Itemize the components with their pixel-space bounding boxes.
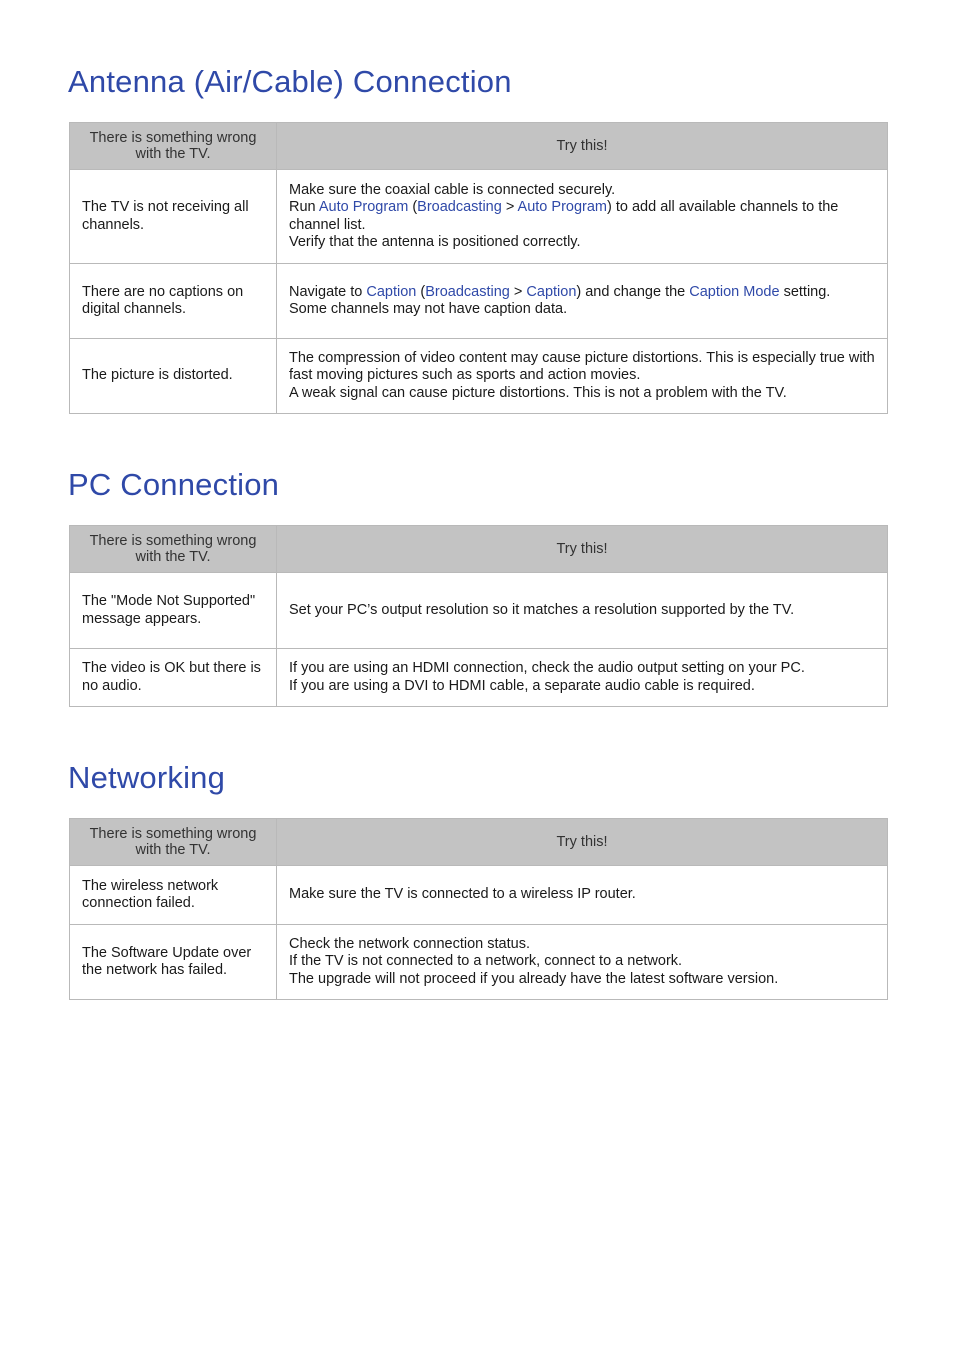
solution-cell bbox=[277, 339, 888, 414]
section-title-antenna: Antenna (Air/Cable) Connection bbox=[68, 64, 512, 99]
table-header-row bbox=[70, 526, 888, 573]
problem-cell: There are no captions on digital channels. bbox=[70, 264, 277, 339]
menu-term: Caption bbox=[526, 283, 577, 300]
solution-cell bbox=[277, 925, 888, 1000]
problem-cell: The "Mode Not Supported" message appears. bbox=[70, 573, 277, 649]
troubleshooting-table-pc bbox=[69, 525, 888, 707]
solution-line: The compression of video content may cause picture distortions. This is especially true with fast moving pictures such as sports and action movies. bbox=[289, 349, 875, 384]
header-solution: Try this! bbox=[277, 526, 888, 573]
troubleshooting-table-antenna bbox=[69, 122, 888, 414]
solution-line: Make sure the TV is connected to a wireless IP router. bbox=[289, 886, 636, 903]
solution-line: A weak signal can cause picture distortions. This is not a problem with the TV. bbox=[289, 384, 787, 401]
table-row bbox=[70, 866, 888, 925]
section-title-pc: PC Connection bbox=[68, 467, 280, 502]
problem-cell: The TV is not receiving all channels. bbox=[70, 170, 277, 264]
table-header-row bbox=[70, 819, 888, 866]
solution-line: If you are using an HDMI connection, check the audio output setting on your PC. bbox=[289, 660, 805, 676]
header-problem: There is something wrong with the TV. bbox=[70, 123, 277, 170]
solution-line: Some channels may not have caption data. bbox=[289, 301, 568, 317]
solution-cell bbox=[277, 170, 888, 264]
solution-line: The upgrade will not proceed if you already have the latest software version. bbox=[289, 970, 779, 987]
problem-cell: The video is OK but there is no audio. bbox=[70, 649, 277, 707]
menu-term: Caption bbox=[366, 283, 417, 300]
table-row bbox=[70, 339, 888, 414]
menu-term: Broadcasting bbox=[425, 283, 510, 300]
problem-cell: The Software Update over the network has failed. bbox=[70, 925, 277, 1000]
solution-line: Verify that the antenna is positioned correctly. bbox=[289, 234, 581, 250]
menu-term: Auto Program bbox=[318, 199, 409, 215]
header-problem: There is something wrong with the TV. bbox=[70, 819, 277, 866]
solution-line: Make sure the coaxial cable is connected securely. bbox=[289, 181, 616, 198]
table-row bbox=[70, 925, 888, 1000]
menu-term: Auto Program bbox=[517, 199, 608, 215]
solution-line: If the TV is not connected to a network, connect to a network. bbox=[289, 953, 683, 970]
table-row bbox=[70, 264, 888, 339]
solution-line: If you are using a DVI to HDMI cable, a separate audio cable is required. bbox=[289, 677, 755, 694]
header-solution: Try this! bbox=[277, 819, 888, 866]
problem-cell: The picture is distorted. bbox=[70, 339, 277, 414]
table-row bbox=[70, 573, 888, 649]
problem-cell: The wireless network connection failed. bbox=[70, 866, 277, 925]
troubleshooting-table-networking bbox=[69, 818, 888, 1000]
menu-term: Caption Mode bbox=[689, 283, 780, 300]
header-problem: There is something wrong with the TV. bbox=[70, 526, 277, 573]
menu-term: Broadcasting bbox=[417, 199, 502, 215]
solution-line: Check the network connection status. bbox=[289, 935, 530, 952]
solution-cell bbox=[277, 649, 888, 707]
solution-cell bbox=[277, 866, 888, 925]
table-header-row bbox=[70, 123, 888, 170]
solution-cell bbox=[277, 573, 888, 649]
section-title-networking: Networking bbox=[68, 760, 226, 795]
solution-line: Navigate to Caption (Broadcasting > Caption) and change the Caption Mode setting. bbox=[289, 283, 831, 300]
header-solution: Try this! bbox=[277, 123, 888, 170]
table-row bbox=[70, 649, 888, 707]
solution-line: Set your PC’s output resolution so it matches a resolution supported by the TV. bbox=[289, 601, 795, 618]
solution-line: Run Auto Program (Broadcasting > Auto Program) to add all available channels to the channel list. bbox=[289, 199, 839, 233]
table-row bbox=[70, 170, 888, 264]
solution-cell bbox=[277, 264, 888, 339]
